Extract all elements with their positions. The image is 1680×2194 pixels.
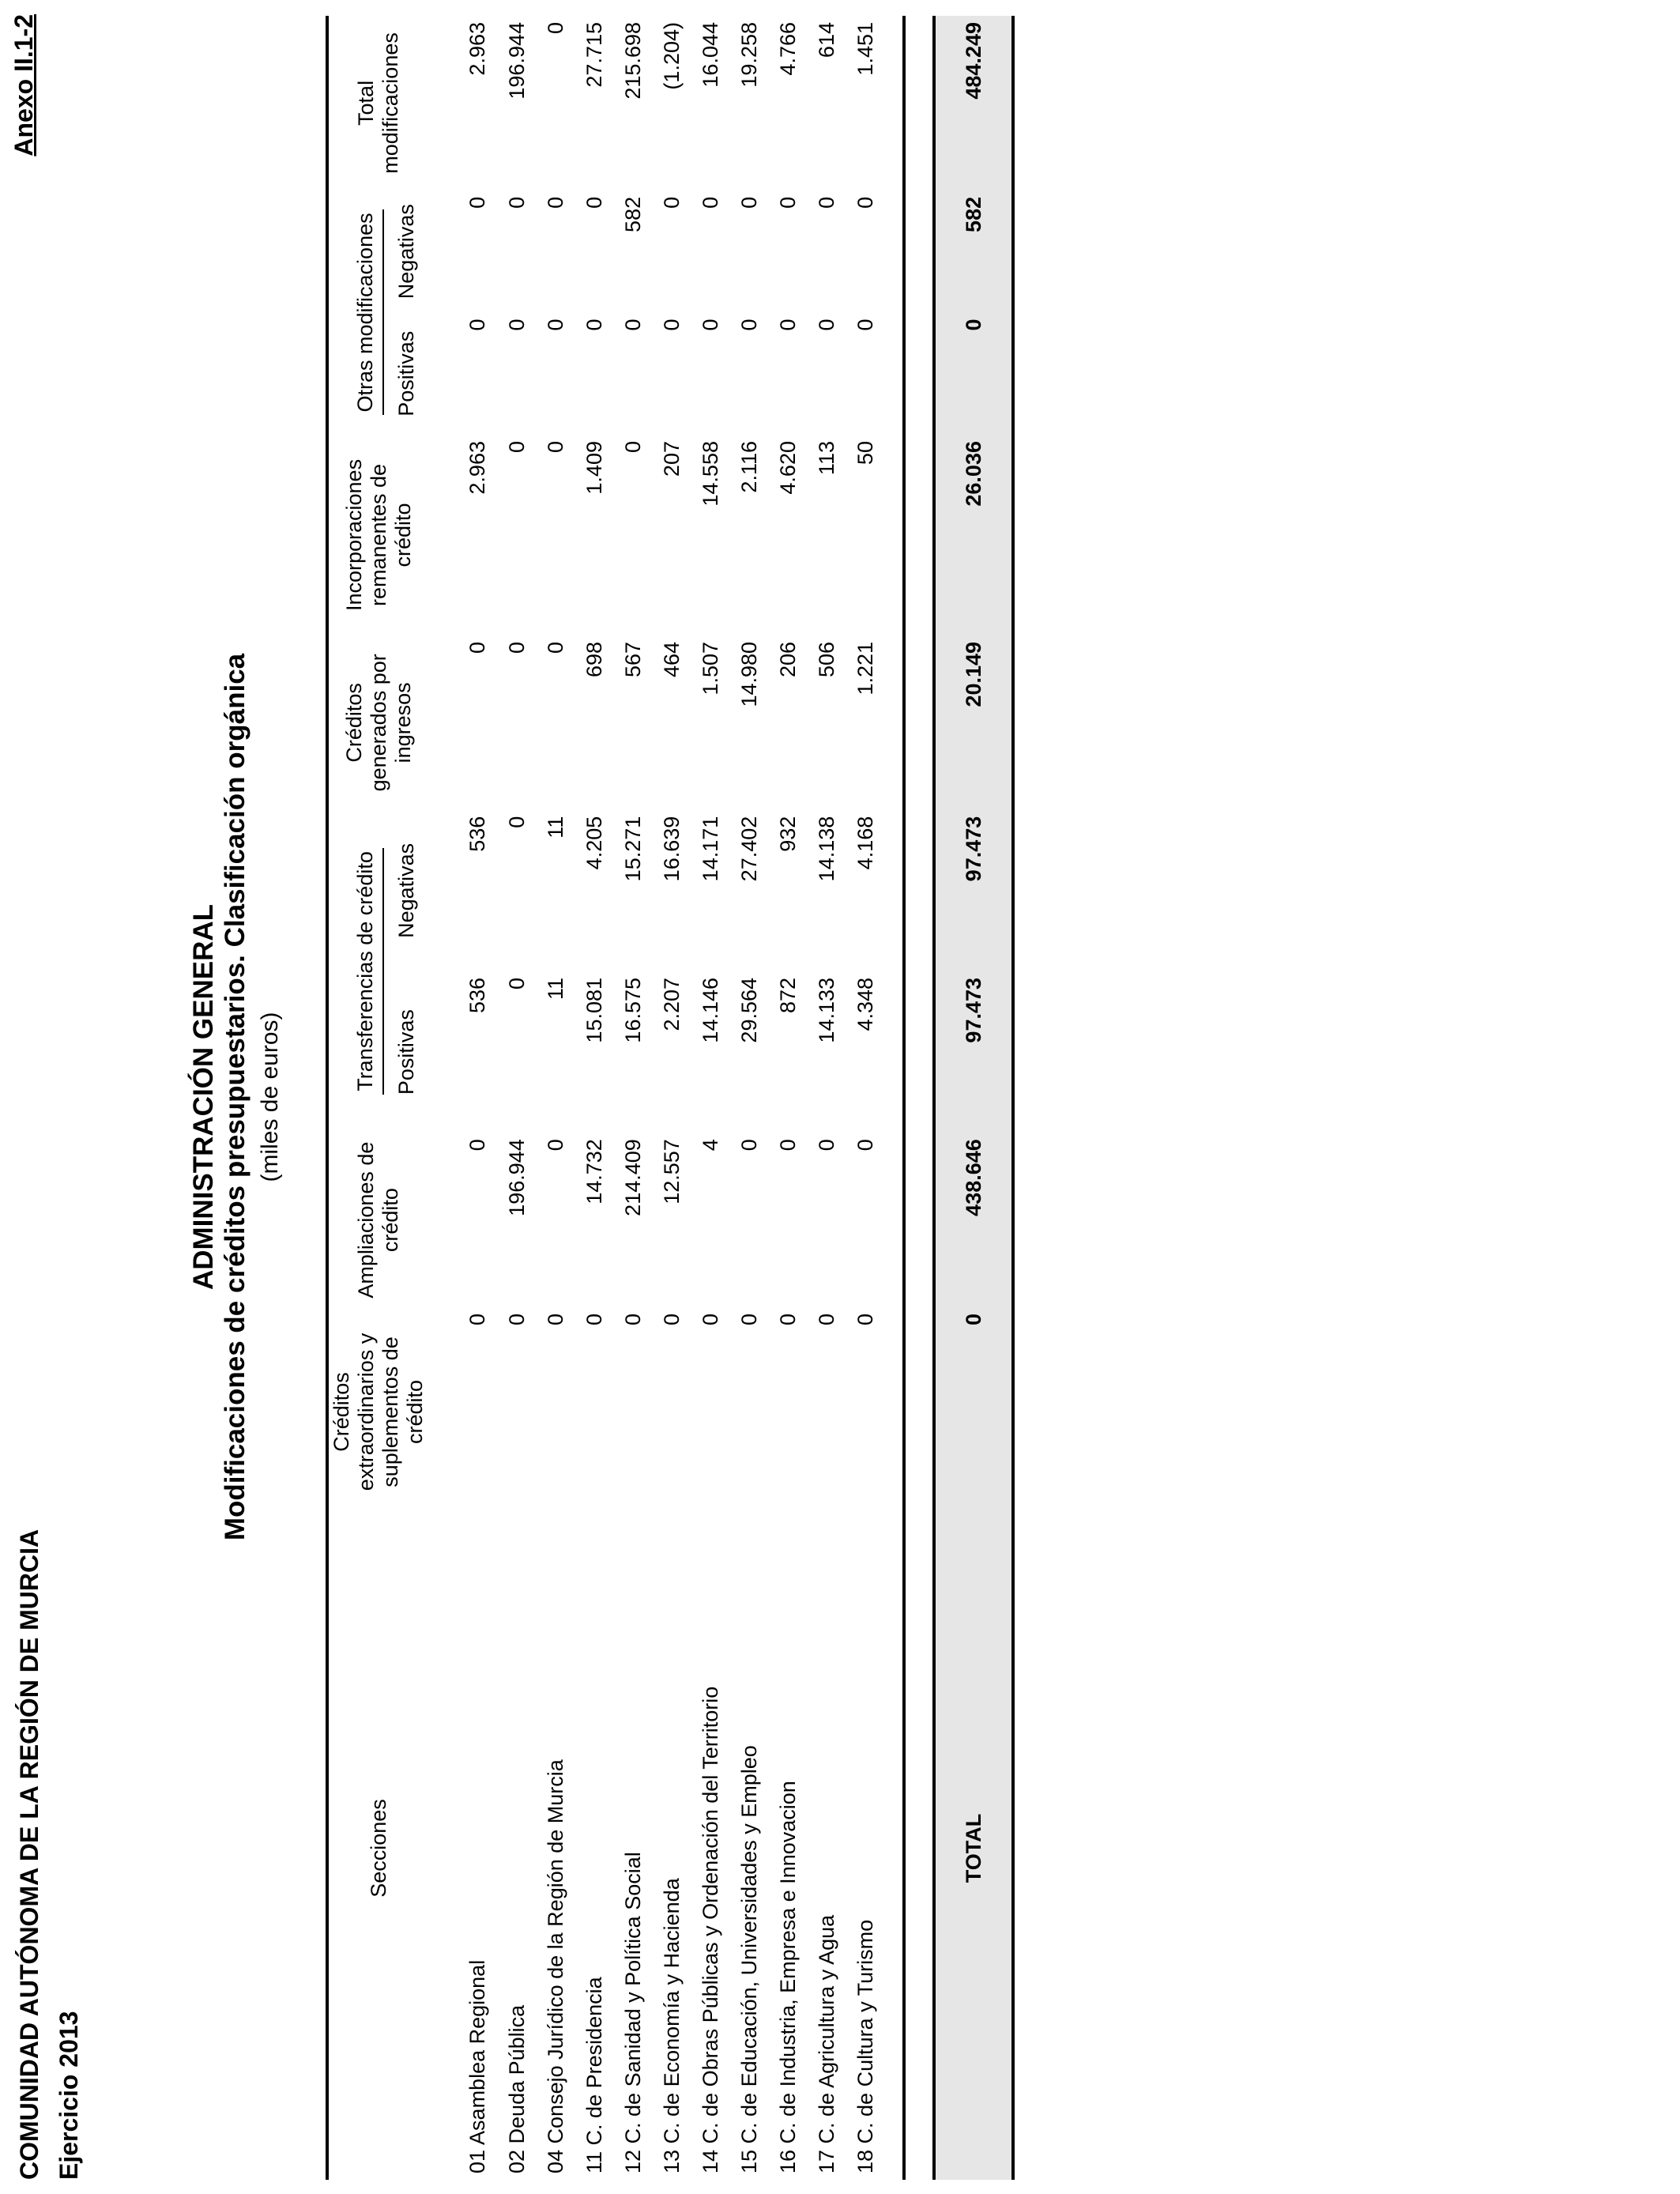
- cell-transf-negativas: 932: [776, 816, 800, 852]
- cell-generados: 464: [660, 641, 684, 677]
- table-row: [614, 16, 653, 2180]
- cell-incorporaciones: 0: [544, 441, 567, 454]
- cell-incorporaciones: 2.963: [465, 441, 489, 495]
- cell-creditos-extraordinarios: 0: [846, 1307, 904, 1517]
- table-row: [428, 16, 498, 2180]
- cell-incorporaciones: 207: [660, 441, 684, 477]
- document-titles: [188, 0, 286, 2194]
- cell-transf-negativas: 0: [505, 816, 529, 828]
- cell-transf-positivas: 15.081: [582, 977, 606, 1043]
- cell-otras-negativas: 0: [737, 196, 761, 209]
- total-ampliaciones: 438.646: [934, 1133, 1013, 1307]
- cell-otras-negativas: 0: [699, 196, 722, 209]
- cell-section: 18 C. de Cultura y Turismo: [846, 1517, 904, 2180]
- cell-section: 11 C. de Presidencia: [582, 1977, 606, 2173]
- page-subtitle: Modificaciones de créditos presupuestarios. Clasificación orgánica: [220, 653, 250, 1541]
- col-transf-positivas: Positivas: [394, 1009, 418, 1095]
- table-row: [730, 16, 769, 2180]
- cell-section: 01 Asamblea Regional: [465, 1959, 489, 2173]
- cell-ampliaciones: 0: [815, 1139, 838, 1152]
- col-transf-negativas: Negativas: [394, 843, 418, 938]
- cell-otras-negativas: 0: [582, 196, 606, 209]
- table-header: [327, 16, 428, 2180]
- total-row: [934, 16, 1013, 2180]
- table-body: [428, 16, 1013, 2180]
- cell-section: 15 C. de Educación, Universidades y Empleo: [737, 1745, 761, 2173]
- cell-ampliaciones: 0: [737, 1139, 761, 1152]
- cell-total: 0: [544, 22, 567, 35]
- page-title: ADMINISTRACIÓN GENERAL: [188, 903, 219, 1291]
- units-note: (miles de euros): [257, 1012, 283, 1182]
- cell-creditos-extraordinarios: 0: [737, 1314, 761, 1326]
- cell-generados: 567: [621, 641, 645, 677]
- cell-otras-negativas: 0: [660, 196, 684, 209]
- cell-transf-negativas: 14.171: [699, 816, 722, 882]
- cell-otras-positivas: 0: [699, 319, 722, 331]
- cell-otras-negativas: 0: [846, 190, 904, 313]
- cell-creditos-extraordinarios: 0: [699, 1314, 722, 1326]
- cell-otras-positivas: 0: [846, 312, 904, 435]
- cell-otras-negativas: 0: [465, 196, 489, 209]
- cell-otras-positivas: 0: [621, 319, 645, 331]
- cell-otras-positivas: 0: [776, 319, 800, 331]
- cell-section: 13 C. de Economía y Hacienda: [660, 1878, 684, 2173]
- cell-transf-negativas: 27.402: [737, 816, 761, 882]
- cell-ampliaciones: 4: [699, 1139, 722, 1152]
- cell-creditos-extraordinarios: 0: [582, 1314, 606, 1326]
- table-row: [498, 16, 537, 2180]
- cell-incorporaciones: 50: [846, 435, 904, 635]
- otras-label: Otras modificaciones: [353, 209, 384, 415]
- table-row: [808, 16, 846, 2180]
- total-label: TOTAL: [934, 1517, 1013, 2180]
- cell-transf-positivas: 29.564: [737, 977, 761, 1043]
- cell-otras-positivas: 0: [465, 319, 489, 331]
- cell-total: 614: [815, 22, 838, 58]
- table-row: [575, 16, 614, 2180]
- cell-section: 14 C. de Obras Públicas y Ordenación del Territorio: [699, 1686, 722, 2173]
- col-group-otras: [327, 190, 384, 435]
- cell-total: 19.258: [737, 22, 761, 88]
- cell-transf-negativas: 15.271: [621, 816, 645, 882]
- cell-total: 1.451: [846, 16, 904, 190]
- cell-total: 196.944: [505, 22, 529, 100]
- transferencias-label: Transferencias de crédito: [353, 848, 384, 1095]
- cell-creditos-extraordinarios: 0: [465, 1314, 489, 1326]
- cell-generados: 206: [776, 641, 800, 677]
- cell-incorporaciones: 1.409: [582, 441, 606, 495]
- cell-total: 2.963: [465, 22, 489, 76]
- cell-otras-positivas: 0: [505, 319, 529, 331]
- cell-ampliaciones: 0: [776, 1139, 800, 1152]
- total-transf-negativas: 97.473: [934, 810, 1013, 971]
- cell-otras-positivas: 0: [815, 319, 838, 331]
- spacer-cell: [904, 16, 934, 2180]
- cell-transf-negativas: 11: [544, 816, 567, 839]
- modifications-table: [326, 16, 1015, 2180]
- cell-generados: 14.980: [737, 641, 761, 707]
- cell-otras-negativas: 0: [505, 196, 529, 209]
- cell-transf-negativas: 14.138: [815, 816, 838, 882]
- cell-total: 215.698: [621, 22, 645, 100]
- cell-generados: 1.221: [846, 635, 904, 810]
- table-row: [653, 16, 691, 2180]
- cell-otras-negativas: 582: [621, 196, 645, 232]
- cell-incorporaciones: 2.116: [737, 441, 761, 493]
- cell-generados: 506: [815, 641, 838, 677]
- col-ampliaciones: Ampliaciones de crédito: [327, 1133, 428, 1307]
- total-generados: 20.149: [934, 635, 1013, 810]
- cell-transf-positivas: 536: [465, 977, 489, 1014]
- cell-otras-positivas: 0: [544, 319, 567, 331]
- cell-total: (1.204): [660, 22, 684, 90]
- cell-section: 12 C. de Sanidad y Política Social: [621, 1852, 645, 2173]
- cell-incorporaciones: 113: [815, 441, 838, 476]
- cell-creditos-extraordinarios: 0: [776, 1314, 800, 1326]
- cell-creditos-extraordinarios: 0: [621, 1314, 645, 1326]
- cell-generados: 1.507: [699, 641, 722, 696]
- cell-incorporaciones: 4.620: [776, 441, 800, 495]
- cell-transf-negativas: 4.205: [582, 816, 606, 870]
- total-transf-positivas: 97.473: [934, 971, 1013, 1133]
- cell-transf-positivas: 872: [776, 977, 800, 1014]
- cell-transf-positivas: 14.133: [815, 977, 838, 1043]
- cell-ampliaciones: 214.409: [621, 1139, 645, 1216]
- cell-section: 16 C. de Industria, Empresa e Innovacion: [776, 1781, 800, 2173]
- cell-transf-positivas: 2.207: [660, 977, 684, 1031]
- col-otras-negativas: Negativas: [394, 204, 418, 300]
- annex-label: Anexo II.1-2: [9, 14, 38, 156]
- cell-transf-negativas: 536: [465, 816, 489, 852]
- cell-creditos-extraordinarios: 0: [660, 1314, 684, 1326]
- cell-generados: 0: [505, 641, 529, 654]
- cell-transf-negativas: 16.639: [660, 816, 684, 882]
- cell-incorporaciones: 14.558: [699, 441, 722, 507]
- cell-generados: 0: [544, 641, 567, 654]
- document-header: [9, 1529, 89, 2180]
- total-otras-negativas: 582: [934, 190, 1013, 313]
- total-total: 484.249: [934, 16, 1013, 190]
- cell-incorporaciones: 0: [621, 441, 645, 454]
- cell-otras-positivas: 0: [660, 319, 684, 331]
- cell-ampliaciones: 0: [465, 1139, 489, 1152]
- table-row: [537, 16, 575, 2180]
- col-total: Total modificaciones: [327, 16, 428, 190]
- cell-otras-negativas: 0: [815, 196, 838, 209]
- col-secciones: Secciones: [327, 1517, 428, 2180]
- col-generados: Créditos generados por ingresos: [327, 635, 428, 810]
- cell-otras-positivas: 0: [582, 319, 606, 331]
- cell-section: 04 Consejo Jurídico de la Región de Murcia: [544, 1759, 567, 2173]
- fiscal-year: Ejercicio 2013: [55, 2011, 83, 2180]
- cell-generados: 698: [582, 641, 606, 677]
- cell-transf-positivas: 11: [544, 977, 567, 1000]
- col-group-transferencias: [327, 810, 384, 1133]
- cell-creditos-extraordinarios: 0: [544, 1314, 567, 1326]
- cell-otras-positivas: 0: [737, 319, 761, 331]
- cell-ampliaciones: 12.557: [660, 1139, 684, 1204]
- table-row: [691, 16, 730, 2180]
- cell-total: 4.766: [776, 22, 800, 76]
- cell-transf-negativas: 4.168: [846, 810, 904, 971]
- cell-transf-positivas: 14.146: [699, 977, 722, 1043]
- cell-section: 17 C. de Agricultura y Agua: [815, 1914, 838, 2173]
- spacer-row: [904, 16, 934, 2180]
- col-otras-positivas: Positivas: [394, 330, 418, 417]
- col-creditos-extraordinarios: Créditos extraordinarios y suplementos de crédito: [327, 1307, 428, 1517]
- cell-transf-positivas: 0: [505, 977, 529, 990]
- cell-transf-positivas: 4.348: [846, 971, 904, 1133]
- cell-incorporaciones: 0: [505, 441, 529, 454]
- table-row: [769, 16, 808, 2180]
- cell-transf-positivas: 16.575: [621, 977, 645, 1043]
- total-creditos-extraordinarios: 0: [934, 1307, 1013, 1517]
- col-incorporaciones: Incorporaciones remanentes de crédito: [327, 435, 428, 635]
- cell-ampliaciones: 0: [846, 1133, 904, 1307]
- total-incorporaciones: 26.036: [934, 435, 1013, 635]
- cell-generados: 0: [465, 641, 489, 654]
- cell-creditos-extraordinarios: 0: [505, 1314, 529, 1326]
- cell-total: 16.044: [699, 22, 722, 88]
- cell-creditos-extraordinarios: 0: [815, 1314, 838, 1326]
- cell-ampliaciones: 196.944: [505, 1139, 529, 1216]
- table-row: [846, 16, 904, 2180]
- cell-otras-negativas: 0: [776, 196, 800, 209]
- cell-otras-negativas: 0: [544, 196, 567, 209]
- cell-ampliaciones: 14.732: [582, 1139, 606, 1204]
- cell-section: 02 Deuda Pública: [505, 2004, 529, 2173]
- cell-total: 27.715: [582, 22, 606, 88]
- total-otras-positivas: 0: [934, 312, 1013, 435]
- cell-ampliaciones: 0: [544, 1139, 567, 1152]
- organization-name: COMUNIDAD AUTÓNOMA DE LA REGIÓN DE MURCIA: [15, 1529, 43, 2180]
